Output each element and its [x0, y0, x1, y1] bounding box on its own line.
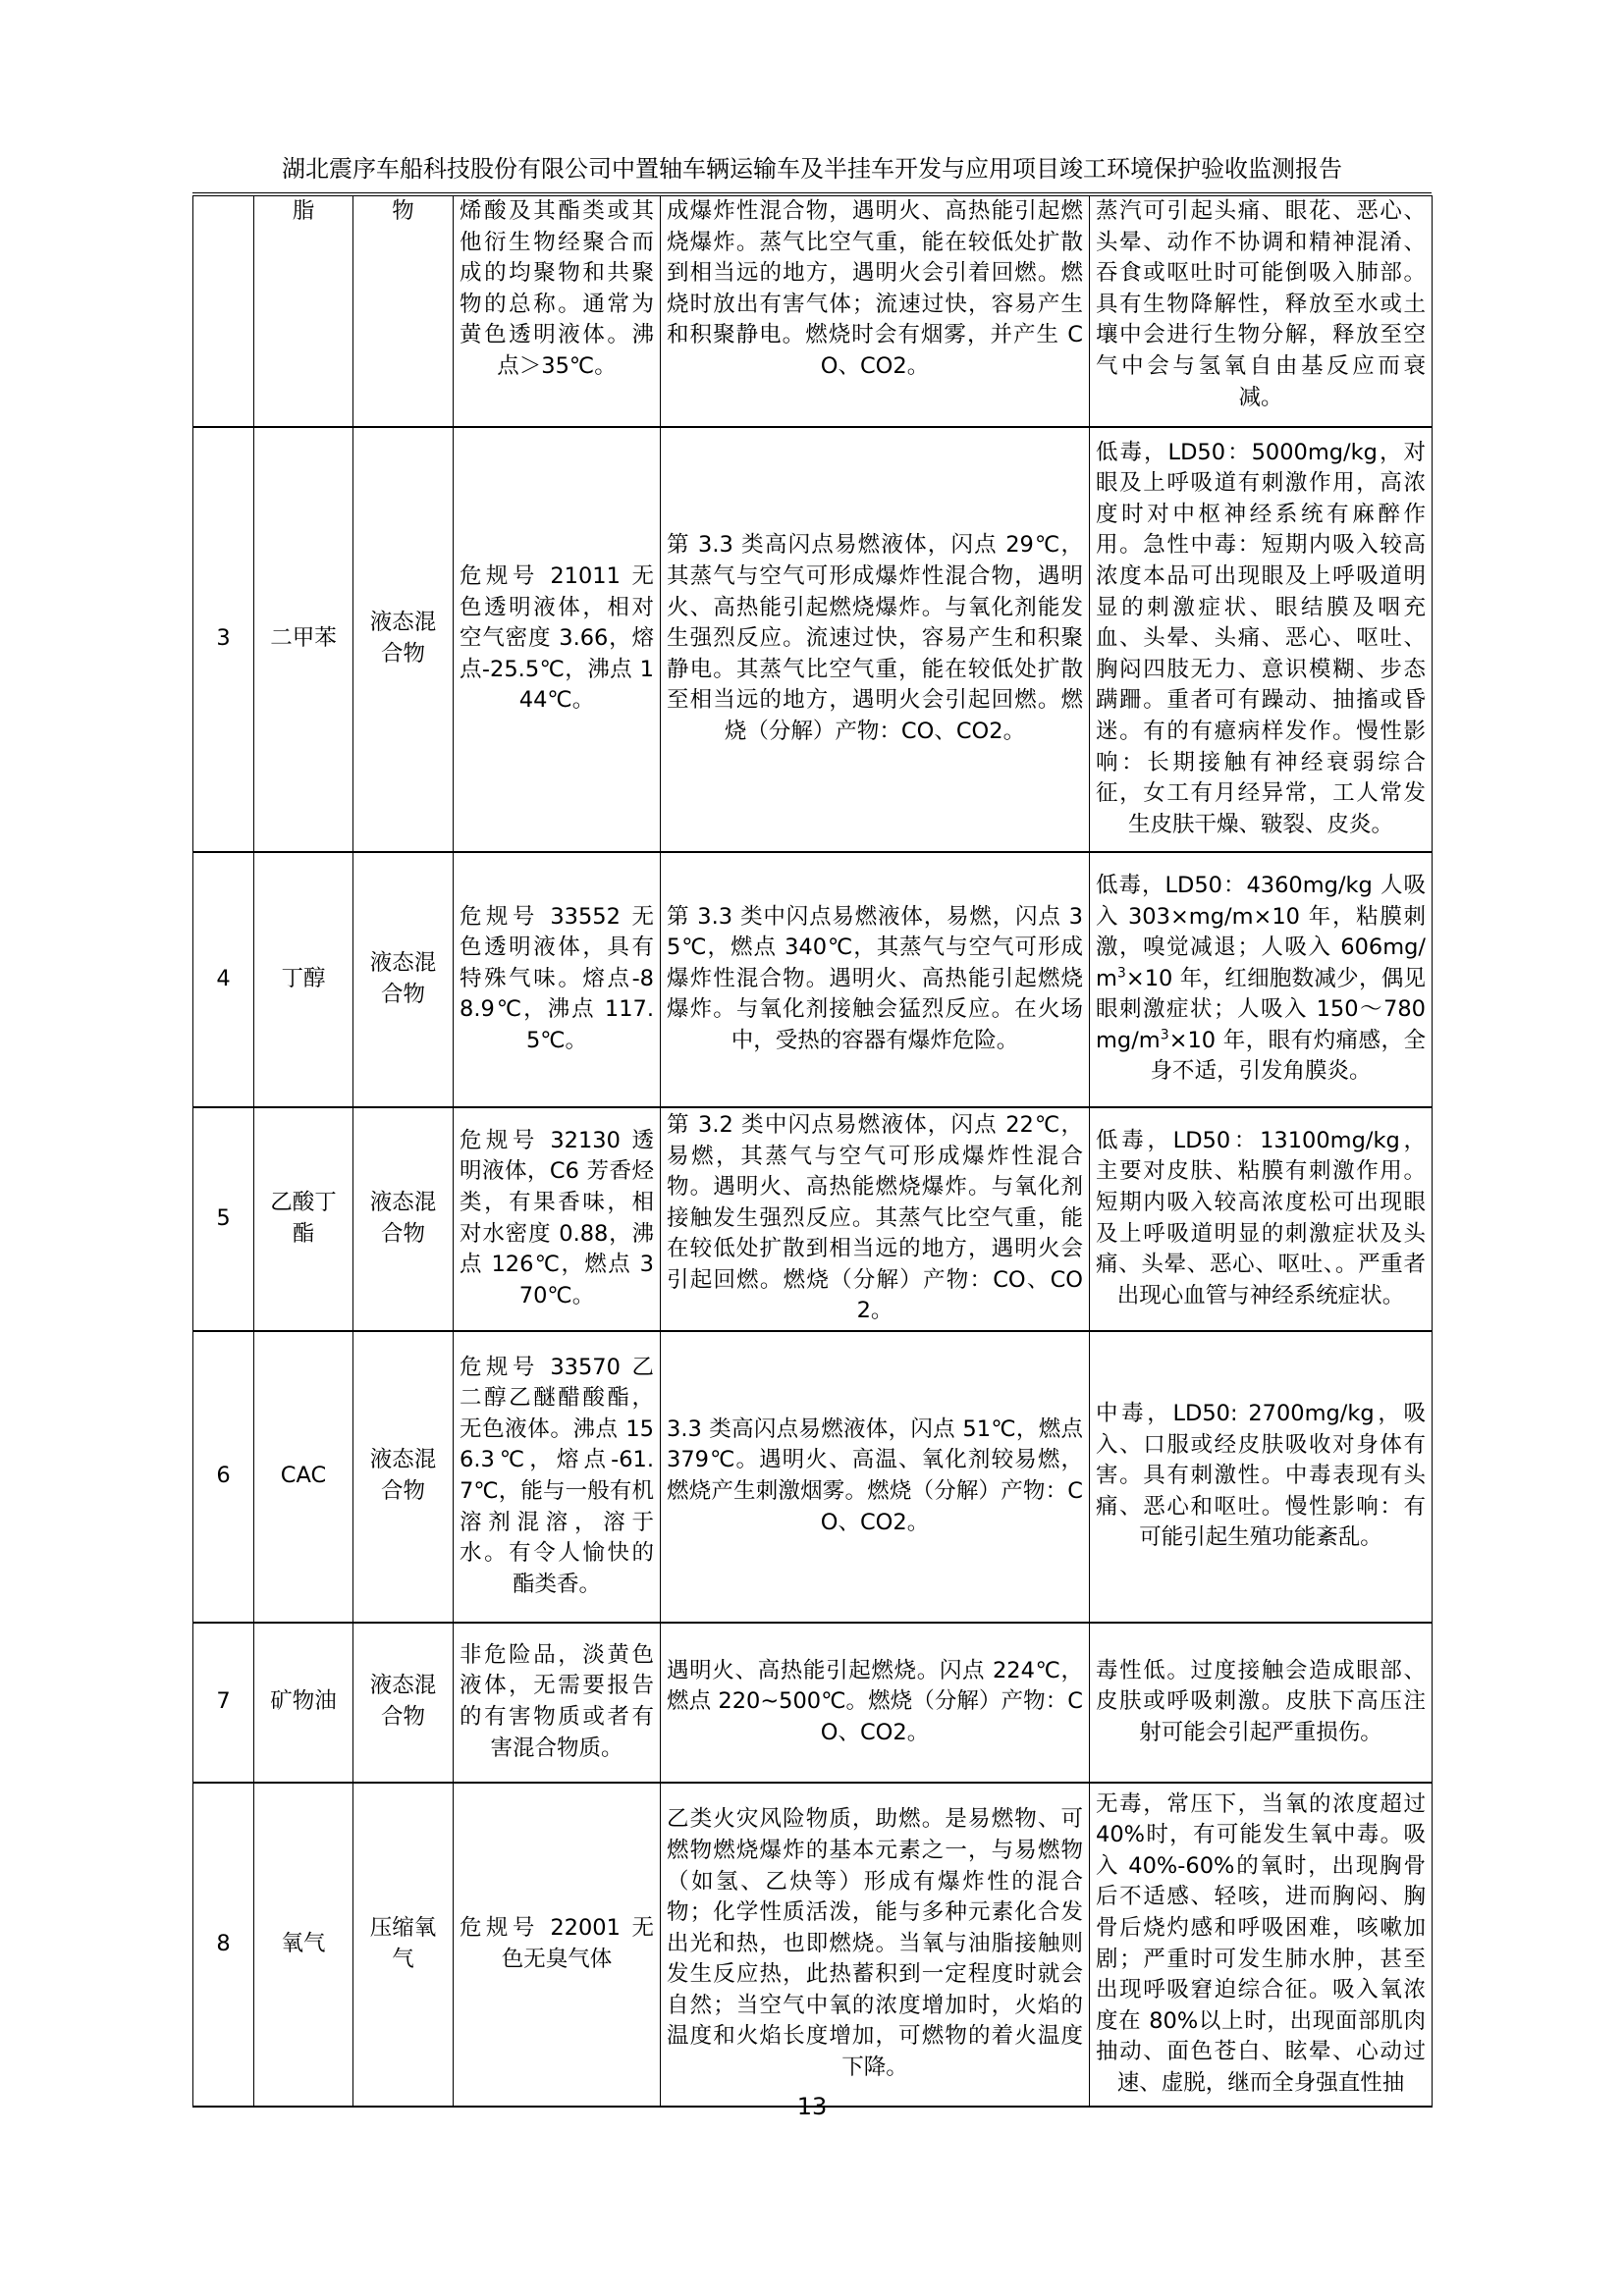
material-properties: 非危险品，淡黄色液体，无需要报告的有害物质或者有害混合物质。 — [454, 1623, 661, 1783]
material-properties: 危规号 33552 无色透明液体，具有特殊气味。熔点-88.9℃，沸点 117.5℃。 — [454, 852, 661, 1107]
material-form: 液态混合物 — [353, 427, 454, 852]
material-properties: 危规号 32130 透明液体，C6 芳香烃类，有果香味，相对水密度 0.88，沸点 126℃，燃点 370℃。 — [454, 1107, 661, 1331]
fire-hazard: 第 3.2 类中闪点易燃液体，闪点 22℃，易燃，其蒸气与空气可形成爆炸性混合物。遇明火、高热能燃烧爆炸。与氧化剂接触发生强烈反应。其蒸气比空气重，能在较低处扩散到相当远的地方，遇明火会引起回燃。燃烧（分解）产物：CO、CO2。 — [661, 1107, 1090, 1331]
toxicity: 无毒，常压下，当氧的浓度超过 40%时，有可能发生氧中毒。吸入 40%-60%的氧时，出现胸骨后不适感、轻咳，进而胸闷、胸骨后烧灼感和呼吸困难，咳嗽加剧；严重时可发生肺水肿，甚至出现呼吸窘迫综合征。吸入氧浓度在 80%以上时，出现面部肌肉抽动、面色苍白、眩晕、心动过速、虚脱，继而全身强直性抽 — [1090, 1783, 1433, 2107]
toxicity: 低毒，LD50：5000mg/kg，对眼及上呼吸道有刺激作用，高浓度时对中枢神经系统有麻醉作用。急性中毒：短期内吸入较高浓度本品可出现眼及上呼吸道明显的刺激症状、眼结膜及咽充血、头晕、头痛、恶心、呕吐、胸闷四肢无力、意识模糊、步态蹒跚。重者可有躁动、抽搐或昏迷。有的有癔病样发作。慢性影响：长期接触有神经衰弱综合征，女工有月经异常，工人常发生皮肤干燥、皲裂、皮炎。 — [1090, 427, 1433, 852]
material-form: 液态混合物 — [353, 1623, 454, 1783]
row-number — [193, 196, 254, 427]
fire-hazard: 第 3.3 类高闪点易燃液体，闪点 29℃，其蒸气与空气可形成爆炸性混合物，遇明火、高热能引起燃烧爆炸。与氧化剂能发生强烈反应。流速过快，容易产生和积聚静电。其蒸气比空气重，能在较低处扩散至相当远的地方，遇明火会引起回燃。燃烧（分解）产物：CO、CO2。 — [661, 427, 1090, 852]
material-name: 丁醇 — [254, 852, 353, 1107]
material-name: CAC — [254, 1331, 353, 1623]
table-row — [193, 1783, 1433, 2107]
fire-hazard: 成爆炸性混合物，遇明火、高热能引起燃烧爆炸。蒸气比空气重，能在较低处扩散到相当远的地方，遇明火会引着回燃。燃烧时放出有害气体；流速过快，容易产生和积聚静电。燃烧时会有烟雾，并产生 CO、CO2。 — [661, 196, 1090, 427]
material-name: 乙酸丁酯 — [254, 1107, 353, 1331]
material-properties: 危规号 21011 无色透明液体，相对空气密度 3.66，熔点-25.5℃，沸点 144℃。 — [454, 427, 661, 852]
material-form: 液态混合物 — [353, 852, 454, 1107]
fire-hazard: 第 3.3 类中闪点易燃液体，易燃，闪点 35℃，燃点 340℃，其蒸气与空气可形成爆炸性混合物。遇明火、高热能引起燃烧爆炸。与氧化剂接触会猛烈反应。在火场中，受热的容器有爆炸危险。 — [661, 852, 1090, 1107]
toxicity: 低毒，LD50：13100mg/kg，主要对皮肤、粘膜有刺激作用。短期内吸入较高浓度松可出现眼及上呼吸道明显的刺激症状及头痛、头晕、恶心、呕吐、。严重者出现心血管与神经系统症状。 — [1090, 1107, 1433, 1331]
page-header: 湖北震序车船科技股份有限公司中置轴车辆运输车及半挂车开发与应用项目竣工环境保护验收监测报告 — [282, 155, 1342, 183]
material-properties: 危规号 33570 乙二醇乙醚醋酸酯，无色液体。沸点 156.3℃，熔点-61.7℃，能与一般有机溶剂混溶，溶于水。有令人愉快的酯类香。 — [454, 1331, 661, 1623]
material-name: 脂 — [254, 196, 353, 427]
material-properties: 烯酸及其酯类或其他衍生物经聚合而成的均聚物和共聚物的总称。通常为黄色透明液体。沸点＞35℃。 — [454, 196, 661, 427]
material-name: 氧气 — [254, 1783, 353, 2107]
row-number: 5 — [193, 1107, 254, 1331]
fire-hazard: 遇明火、高热能引起燃烧。闪点 224℃，燃点 220~500℃。燃烧（分解）产物：CO、CO2。 — [661, 1623, 1090, 1783]
material-form: 压缩氧气 — [353, 1783, 454, 2107]
table-row — [193, 1107, 1433, 1331]
toxicity-part-3: ×10 年，眼有灼痛感，全身不适，引发角膜炎。 — [1150, 1027, 1426, 1085]
toxicity: 毒性低。过度接触会造成眼部、皮肤或呼吸刺激。皮肤下高压注射可能会引起严重损伤。 — [1090, 1623, 1433, 1783]
fire-hazard: 3.3 类高闪点易燃液体，闪点 51℃，燃点 379℃。遇明火、高温、氧化剂较易燃，燃烧产生刺激烟雾。燃烧（分解）产物：CO、CO2。 — [661, 1331, 1090, 1623]
table-row — [193, 196, 1433, 427]
row-number: 8 — [193, 1783, 254, 2107]
fire-hazard: 乙类火灾风险物质，助燃。是易燃物、可燃物燃烧爆炸的基本元素之一，与易燃物（如氢、乙炔等）形成有爆炸性的混合物；化学性质活泼，能与多种元素化合发出光和热，也即燃烧。当氧与油脂接触则发生反应热，此热蓄积到一定程度时就会自然；当空气中氧的浓度增加时，火焰的温度和火焰长度增加，可燃物的着火温度下降。 — [661, 1783, 1090, 2107]
row-number: 4 — [193, 852, 254, 1107]
table-row — [193, 1331, 1433, 1623]
toxicity: 蒸汽可引起头痛、眼花、恶心、头晕、动作不协调和精神混淆、吞食或呕吐时可能倒吸入肺部。具有生物降解性，释放至水或土壤中会进行生物分解，释放至空气中会与氢氧自由基反应而衰减。 — [1090, 196, 1433, 427]
material-form: 液态混合物 — [353, 1331, 454, 1623]
toxicity-part-2: ×10 年，红细胞数减少，偶见眼刺激症状；人吸入 150～780mg/m — [1096, 965, 1426, 1053]
toxicity: 中毒，LD50: 2700mg/kg，吸入、口服或经皮肤吸收对身体有害。具有刺激性。中毒表现有头痛、恶心和呕吐。慢性影响：有可能引起生殖功能紊乱。 — [1090, 1331, 1433, 1623]
table-row — [193, 427, 1433, 852]
header-rule — [192, 192, 1432, 193]
material-properties: 危规号 22001 无色无臭气体 — [454, 1783, 661, 2107]
toxicity — [1090, 852, 1433, 1107]
row-number: 3 — [193, 427, 254, 852]
page-number: 13 — [796, 2093, 828, 2120]
toxicity-part-1: 低毒，LD50：4360mg/kg 人吸入 303×mg/m×10 年，粘膜刺激，嗅觉减退；人吸入 606mg/m — [1096, 872, 1426, 991]
superscript: 3 — [1116, 965, 1126, 982]
table-row — [193, 852, 1433, 1107]
material-form: 物 — [353, 196, 454, 427]
hazardous-materials-table — [192, 195, 1433, 2108]
table-row — [193, 1623, 1433, 1783]
row-number: 7 — [193, 1623, 254, 1783]
material-name: 矿物油 — [254, 1623, 353, 1783]
material-form: 液态混合物 — [353, 1107, 454, 1331]
superscript: 3 — [1160, 1027, 1169, 1043]
row-number: 6 — [193, 1331, 254, 1623]
material-name: 二甲苯 — [254, 427, 353, 852]
